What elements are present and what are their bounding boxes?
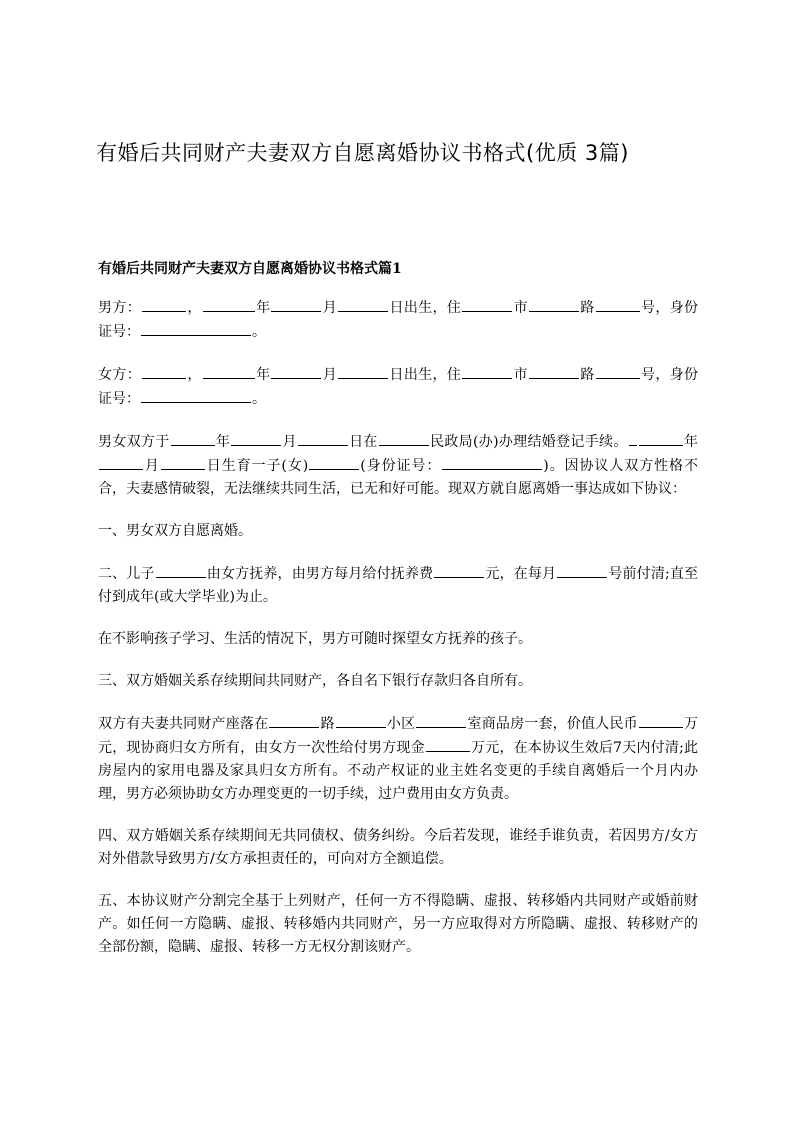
number-blank bbox=[596, 296, 640, 312]
text: 室商品房一套，价值人民币 bbox=[467, 716, 638, 732]
id-blank bbox=[442, 454, 542, 470]
road-label: 路 bbox=[579, 300, 595, 316]
road-blank bbox=[336, 712, 386, 728]
id-blank bbox=[141, 387, 251, 403]
year-blank bbox=[639, 430, 683, 446]
punct: 。 bbox=[252, 324, 266, 340]
year-blank bbox=[203, 296, 255, 312]
clause-1: 一、男女双方自愿离婚。 bbox=[98, 523, 252, 539]
id-blank bbox=[141, 320, 251, 336]
id-label: 号，身份证号： bbox=[98, 367, 699, 407]
day-blank bbox=[338, 363, 388, 379]
city-blank bbox=[462, 296, 512, 312]
month-blank bbox=[231, 430, 281, 446]
name-blank bbox=[142, 296, 186, 312]
text: )。因协议人双方性格不合，夫妻感情破裂，无法继续共同生活，已无和好可能。现双方就自愿离婚一事达成如下协议： bbox=[98, 458, 698, 497]
blank bbox=[629, 430, 637, 446]
year-label: 年 bbox=[255, 300, 271, 316]
name-blank bbox=[142, 363, 186, 379]
day-blank bbox=[161, 454, 205, 470]
month-blank bbox=[99, 454, 143, 470]
female-label: 女方： bbox=[98, 367, 142, 383]
born-label: 日出生，住 bbox=[389, 300, 462, 316]
female-party-paragraph bbox=[98, 363, 698, 411]
day-blank bbox=[298, 430, 348, 446]
month-blank bbox=[271, 363, 321, 379]
value-blank bbox=[639, 712, 683, 728]
text: 万元，现协商归女方所有，由女方一次性给付男方现金 bbox=[98, 716, 699, 756]
text: 日生育一子(女) bbox=[205, 458, 309, 474]
text: 万元，在本协议生效后7天内付清;此房屋内的家用电器及家具归女方所有。不动产权证的业主姓名变更的手续自离婚后一个月内办理，男方必须协助女方办理变更的一切手续，过户费用由女方负责。 bbox=[98, 740, 699, 802]
marriage-paragraph bbox=[98, 430, 698, 501]
visit-paragraph: 在不影响孩子学习、生活的情况下，男方可随时探望女方抚养的孩子。 bbox=[98, 631, 532, 647]
room-blank bbox=[416, 712, 466, 728]
son-name-blank bbox=[156, 562, 206, 578]
day-blank bbox=[338, 296, 388, 312]
road-label: 路 bbox=[579, 367, 595, 383]
year-label: 年 bbox=[255, 367, 271, 383]
clause-3: 三、双方婚姻关系存续期间共同财产，各自名下银行存款归各自所有。 bbox=[98, 673, 532, 689]
location-blank bbox=[269, 712, 319, 728]
city-blank bbox=[462, 363, 512, 379]
male-label: 男方： bbox=[98, 300, 142, 316]
text: 元，在每月 bbox=[485, 566, 557, 582]
year-blank bbox=[171, 430, 215, 446]
month-blank bbox=[271, 296, 321, 312]
month-label: 月 bbox=[322, 300, 338, 316]
property-paragraph bbox=[98, 712, 698, 806]
text: 民政局(办)办理结婚登记手续。 bbox=[429, 434, 628, 450]
road-blank bbox=[529, 296, 579, 312]
child-name-blank bbox=[309, 454, 359, 470]
year-label: 年 bbox=[683, 434, 698, 450]
month-label: 月 bbox=[322, 367, 338, 383]
punct: ， bbox=[187, 300, 202, 316]
clause-2 bbox=[98, 562, 698, 609]
text: 由女方抚养，由男方每月给付抚养费 bbox=[206, 566, 434, 582]
number-blank bbox=[596, 363, 640, 379]
text: 小区 bbox=[386, 716, 416, 732]
section-title: 有婚后共同财产夫妻双方自愿离婚协议书格式篇1 bbox=[98, 261, 402, 277]
clause-5: 五、本协议财产分割完全基于上列财产，任何一方不得隐瞒、虚报、转移婚内共同财产或婚前财产。如任何一方隐瞒、虚报、转移婚内共同财产，另一方应取得对方所隐瞒、虚报、转移财产的全部份额，隐瞒、虚报、转移一方无权分割该财产。 bbox=[98, 893, 698, 955]
text: 二、儿子 bbox=[98, 566, 155, 582]
id-label: 号，身份证号： bbox=[98, 300, 699, 340]
bureau-blank bbox=[379, 430, 429, 446]
month-label: 月 bbox=[144, 458, 160, 474]
born-label: 日出生，住 bbox=[389, 367, 462, 383]
punct: ， bbox=[187, 367, 202, 383]
date-blank bbox=[557, 562, 607, 578]
male-party-paragraph bbox=[98, 296, 698, 344]
text: 号前付清;直至付到成年(或大学毕业)为止。 bbox=[98, 566, 699, 605]
document-title: 有婚后共同财产夫妻双方自愿离婚协议书格式(优质 3篇) bbox=[96, 141, 629, 165]
city-label: 市 bbox=[513, 367, 528, 383]
text: 双方有夫妻共同财产座落在 bbox=[98, 716, 269, 732]
cash-blank bbox=[426, 736, 470, 752]
document-body bbox=[98, 296, 698, 978]
text: 路 bbox=[320, 716, 335, 732]
year-blank bbox=[203, 363, 255, 379]
amount-blank bbox=[434, 562, 484, 578]
city-label: 市 bbox=[513, 300, 528, 316]
clause-4: 四、双方婚姻关系存续期间无共同债权、债务纠纷。今后若发现，谁经手谁负责，若因男方/女方对外借款导致男方/女方承担责任的，可向对方全额追偿。 bbox=[98, 828, 698, 867]
road-blank bbox=[529, 363, 579, 379]
text: 日在 bbox=[348, 434, 378, 450]
text: (身份证号： bbox=[360, 458, 442, 474]
year-label: 年 bbox=[215, 434, 231, 450]
month-label: 月 bbox=[282, 434, 297, 450]
punct: 。 bbox=[252, 391, 266, 407]
text: 男女双方于 bbox=[98, 434, 170, 450]
